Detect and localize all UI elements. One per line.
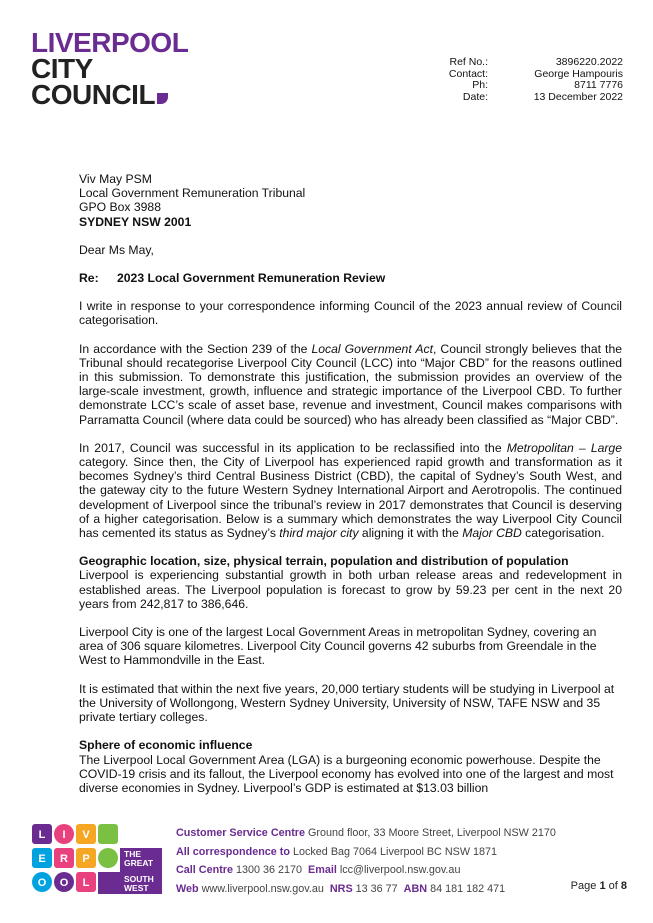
p3-text: categorisation. — [521, 526, 605, 541]
p3-category: Metropolitan – Large — [506, 440, 622, 455]
p2-text: , Council strongly believes that the Tribunal should recategorise Liverpool City Council (LCC) into “Major CBD” for the reasons outlined in this submission. To demonstrate this justification, the submission provides an overview of the large-scale investment, growth, influence and strategic importance of the Liverpool CBD. To further demonstrate LCC’s scale of asset base, revenue and investment, Council makes comparisons with Parramatta Council (where data could be sourced) who has already been classified as “Major CBD”. — [79, 341, 623, 427]
reference-block — [440, 57, 623, 103]
ref-label: Ph: — [472, 79, 488, 91]
letter-body — [79, 172, 622, 809]
footer-web-link[interactable]: www.liverpool.nsw.gov.au — [201, 882, 324, 895]
logo-letter: L — [38, 829, 46, 841]
recipient-name: Viv May PSM — [79, 172, 152, 186]
logo-letter: L — [82, 877, 90, 889]
logo-line-2: CITY — [31, 53, 93, 84]
council-logo — [31, 27, 189, 110]
footer-email-link[interactable]: lcc@liverpool.nsw.gov.au — [339, 864, 461, 876]
logo-letter: P — [82, 853, 90, 865]
logo-letter: V — [82, 829, 90, 841]
logo-line-3-text: COUNCIL — [31, 79, 156, 110]
p3-third-major-city: third major city — [279, 526, 359, 541]
logo-line-3 — [31, 79, 188, 110]
section-heading-economic: Sphere of economic influence — [79, 738, 253, 753]
section-heading-geographic: Geographic location, size, physical terrain, population and distribution of population — [79, 554, 569, 569]
footer-value: Ground floor, 33 Moore Street, Liverpool NSW 2170 — [308, 827, 556, 839]
footer-label: NRS — [329, 882, 353, 895]
logo-tagline: GREAT — [124, 858, 154, 868]
salutation: Dear Ms May, — [79, 242, 154, 257]
letterhead-footer — [176, 824, 626, 898]
footer-value: 13 36 77 — [355, 882, 398, 895]
p3-text: category. Since then, the City of Liverpool has experienced rapid growth and transformation as it becomes Sydney’s third Central Business District (CBD), the capital of Sydney’s South West, and the gateway city to the future Western Sydney International Airport and Aerotropolis. The continued development of Liverpool since the tribunal’s review in 2017 demonstrates that Council is deserving of a higher categorisation. Below is a summary which demonstrates the way Liverpool City Council has cemented its status as Sydney’s — [79, 455, 622, 541]
page-number — [571, 880, 627, 892]
recipient-city: SYDNEY NSW 2001 — [79, 214, 192, 229]
p3-text: aligning it with the — [358, 526, 463, 541]
p3-major-cbd: Major CBD — [462, 526, 522, 541]
section1-paragraph-1: Liverpool is experiencing substantial growth in both urban release areas and redevelopment in established areas. The Liverpool population is forecast to grow by 59.23 per cent in the next 20 years from 242,817 to 386,646. — [79, 568, 622, 611]
page-total: 8 — [620, 880, 627, 892]
great-south-west-logo — [32, 824, 166, 896]
section2-paragraph-1: The Liverpool Local Government Area (LGA) is a burgeoning economic powerhouse. Despite the COVID-19 crisis and its fallout, the Liverpool economy has evolved into one of the largest and most diverse economies in Sydney. Liverpool’s GDP is estimated at $13.03 billion — [79, 752, 614, 795]
logo-tagline: SOUTH — [124, 874, 154, 884]
page-prefix: Page — [570, 880, 597, 892]
subject-text: 2023 Local Government Remuneration Review — [117, 271, 386, 286]
p3-text: In 2017, Council was successful in its application to be reclassified into the — [79, 440, 507, 455]
logo-tile — [98, 824, 118, 844]
footer-label: All correspondence to — [176, 845, 290, 858]
recipient-org: Local Government Remuneration Tribunal — [79, 186, 306, 201]
footer-row — [176, 824, 626, 843]
ref-label: Date: — [462, 90, 488, 103]
recipient-address — [79, 172, 622, 229]
logo-tagline: WEST — [124, 883, 149, 893]
paragraph-1: I write in response to your correspondence informing Council of the 2023 annual review of Council categorisation. — [79, 299, 622, 328]
ref-row — [440, 80, 623, 92]
logo-letter: O — [37, 877, 47, 889]
logo-dot-icon — [157, 93, 168, 104]
p2-act: Local Government Act — [311, 341, 433, 356]
page-of: of — [608, 880, 618, 892]
footer-value: Locked Bag 7064 Liverpool BC NSW 1871 — [293, 845, 498, 858]
recipient-box: GPO Box 3988 — [79, 200, 161, 215]
footer-label: Call Centre — [176, 864, 233, 876]
footer-row — [176, 880, 626, 899]
ref-label: Ref No.: — [449, 56, 488, 68]
footer-value: 1300 36 2170 — [236, 864, 303, 876]
ref-value: 13 December 2022 — [533, 90, 623, 103]
footer-label: Email — [308, 864, 337, 876]
subject-label: Re: — [79, 271, 99, 286]
ref-row — [440, 92, 623, 104]
footer-value: 84 181 182 471 — [430, 882, 506, 895]
logo-letter: O — [59, 877, 69, 889]
subject-line — [79, 271, 622, 285]
section1-paragraph-2: Liverpool City is one of the largest Local Government Areas in metropolitan Sydney, covering an area of 306 square kilometres. Liverpool City Council governs 42 suburbs from Greendale in the West to Hammondville in the East. — [79, 625, 597, 668]
footer-label: ABN — [403, 882, 428, 895]
paragraph-3 — [79, 441, 622, 540]
page-current: 1 — [599, 880, 606, 892]
logo-tagline: THE — [124, 849, 141, 859]
ref-value: 3896220.2022 — [555, 56, 623, 68]
logo-letter: R — [60, 853, 68, 865]
ref-row — [440, 57, 623, 69]
ref-label: Contact: — [448, 67, 488, 80]
footer-label: Customer Service Centre — [176, 827, 306, 839]
logo-tile — [98, 848, 118, 868]
ref-value: 8711 7776 — [574, 79, 623, 91]
footer-label: Web — [176, 882, 199, 895]
logo-line-1: LIVERPOOL — [31, 27, 189, 58]
logo-letter: E — [38, 853, 46, 865]
p2-text: In accordance with the Section 239 of the — [79, 341, 312, 356]
footer-row — [176, 843, 626, 862]
logo-letter: I — [62, 829, 66, 841]
footer-row — [176, 861, 626, 880]
section1-paragraph-3: It is estimated that within the next five years, 20,000 tertiary students will be studying in Liverpool at the University of Wollongong, Western Sydney University, University of NSW, TAFE NSW and 35 private tertiary colleges. — [79, 681, 615, 725]
ref-value: George Hampouris — [534, 67, 623, 80]
paragraph-2 — [79, 342, 622, 427]
